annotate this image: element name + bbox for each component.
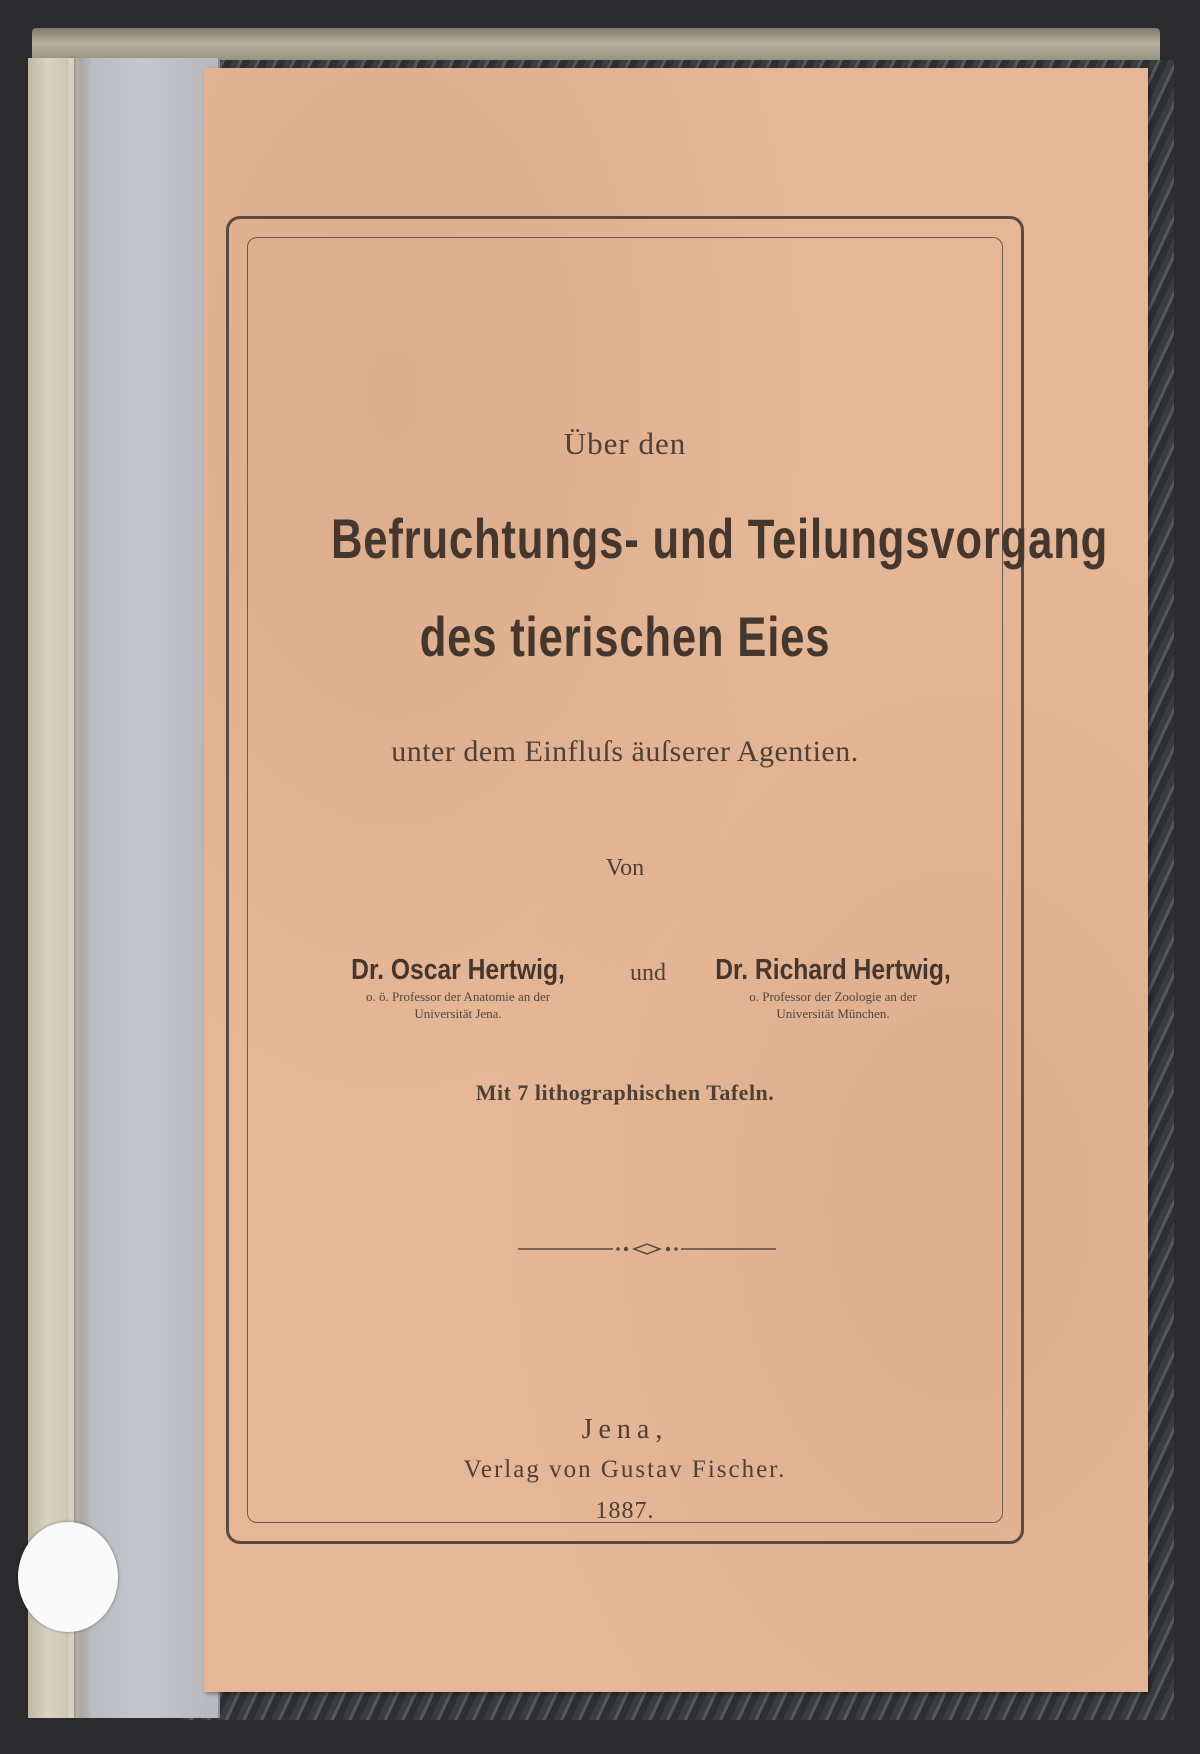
conjunction: und <box>630 960 666 986</box>
plates-note: Mit 7 lithographischen Tafeln. <box>475 1080 775 1105</box>
author-role-line-1: o. ö. Professor der Anatomie an der <box>365 989 551 1004</box>
author-role-line-2: Universität Jena. <box>414 1006 502 1021</box>
cover-frame-outer <box>226 216 1109 1544</box>
book-spine-cloth <box>28 58 220 1718</box>
ornament-divider-icon <box>518 1242 776 1256</box>
subtitle: unter dem Einfluſs äuſserer Agentien. <box>391 735 859 768</box>
author-role-line-1: o. Professor der Zoologie an der <box>749 989 917 1004</box>
author-name: Dr. Oscar Hertwig, <box>351 954 565 986</box>
title-line-1: Befruchtungs- und Teilungsvorgang <box>330 507 1109 570</box>
cover-frame-inner <box>247 237 1109 1524</box>
pre-title: Über den <box>563 426 687 461</box>
title-line-2: des tierischen Eies <box>419 605 831 668</box>
library-label-sticker <box>18 1522 118 1632</box>
author-richard-hertwig <box>683 954 983 1021</box>
place: Jena, <box>581 1414 669 1445</box>
front-cover <box>204 68 1148 1692</box>
author-name: Dr. Richard Hertwig, <box>715 954 951 986</box>
by-line: Von <box>605 855 645 881</box>
author-role-line-2: Universität München. <box>776 1006 890 1021</box>
publisher: Verlag von Gustav Fischer. <box>463 1456 787 1483</box>
author-oscar-hertwig <box>308 954 608 1021</box>
year: 1887. <box>595 1498 655 1524</box>
book-spine-ridge <box>68 58 74 1718</box>
